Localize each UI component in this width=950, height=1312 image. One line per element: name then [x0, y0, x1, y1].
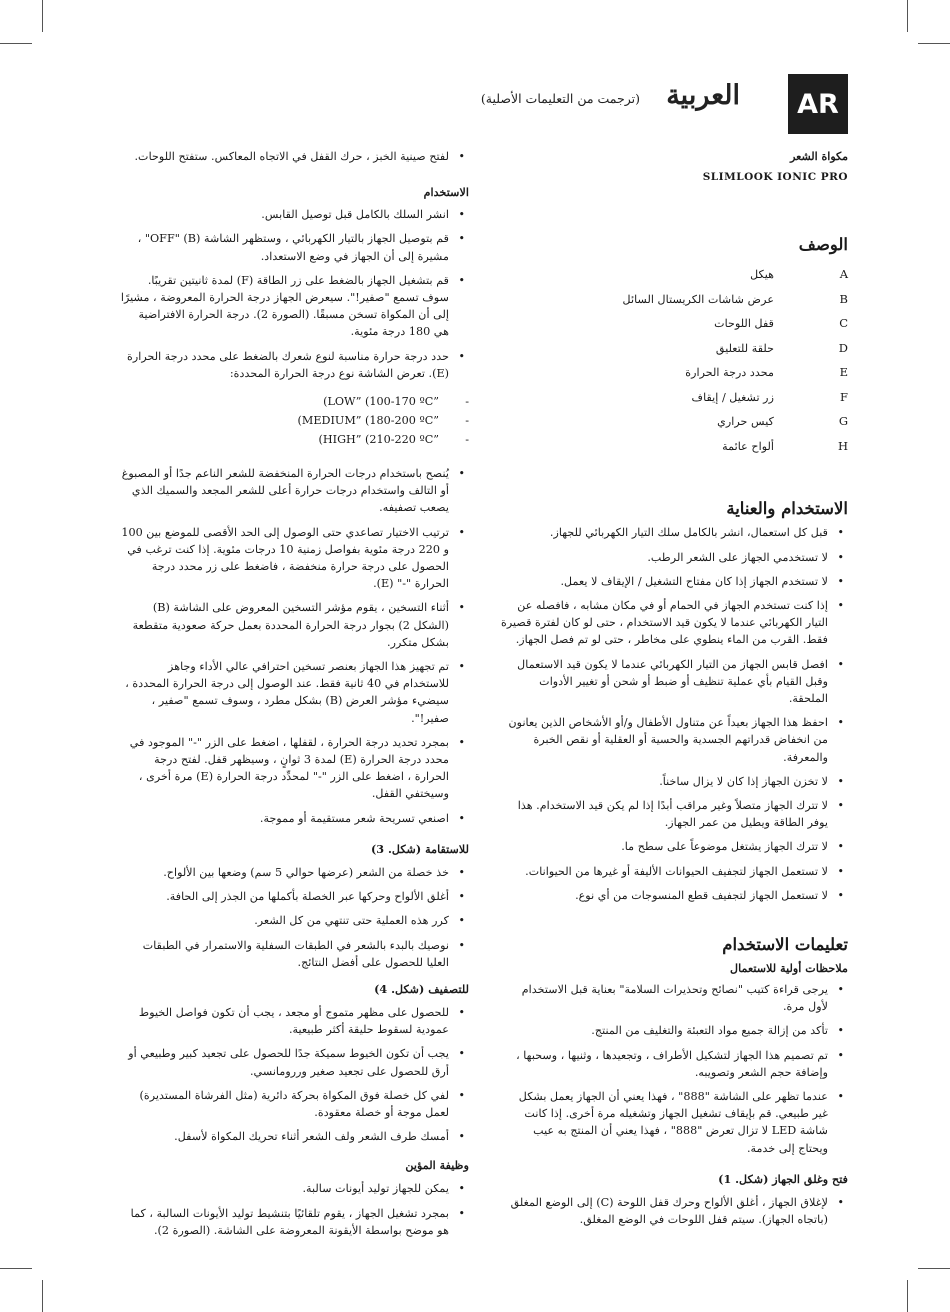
- list-item: • تم تجهيز هذا الجهاز بعنصر تسخين احترافي عالي الأداء وجاهز للاستخدام في 40 ثانية فقط. عند الوصول إلى درجة الحرارة المحددة ، سيضيء مؤشر العرض (B) بشكل مطرد ، وسوف تسمع "صفير ، صفير!".: [120, 658, 469, 727]
- list-item: • حدد درجة حرارة مناسبة لنوع شعرك بالضغط على محدد درجة الحرارة (E). تعرض الشاشة نوع درجة الحرارة المحددة:: [120, 348, 469, 382]
- list-item: • قبل كل استعمال، انشر بالكامل سلك التيار الكهربائي للجهاز.: [500, 524, 848, 541]
- list-item: • احفظ هذا الجهاز بعيداً عن متناول الأطفال و/أو الأشخاص الذين يعانون من انخفاض قدراتهم الجسدية والحسية أو العقلية أو نقص الخبرة والمعرفة.: [500, 714, 848, 766]
- description-item: [500, 364, 848, 389]
- use-list: [120, 206, 469, 382]
- use-heading: الاستخدام: [423, 185, 469, 200]
- item-letter: A: [839, 267, 848, 282]
- list-item: • لا تستعمل الجهاز لتجفيف قطع المنسوجات من أي نوع.: [500, 887, 848, 904]
- list-item: • قم بتشغيل الجهاز بالضغط على زر الطاقة (F) لمدة ثانيتين تقريبًا. سوف تسمع "صفير!". سيعرض الجهاز درجة الحرارة المعروضة ، مشيرًا إلى أن المكواة تسخن مسبقًا. (الصورة 2). درجة الحرارة الافتراضية هي 180 درجة مئوية.: [120, 272, 469, 341]
- instructions-heading: تعليمات الاستخدام: [722, 935, 848, 955]
- list-item: • انشر السلك بالكامل قبل توصيل القابس.: [120, 206, 469, 223]
- description-item: [500, 438, 848, 463]
- item-text: قفل اللوحات: [714, 317, 774, 331]
- list-item: • افصل قابس الجهاز من التيار الكهربائي عندما لا يكون قيد الاستعمال وقبل القيام بأي عملية تنظيف أو ضبط أو شحن أو تغيير الأدوات الملحقة.: [500, 656, 848, 708]
- list-item: • نوصيك بالبدء بالشعر في الطبقات السفلية والاستمرار في الطبقات العليا للحصول على أفضل النتائج.: [120, 937, 469, 971]
- list-item: • لا تترك الجهاز متصلاً وغير مراقب أبدًا إذا لم يكن قيد الاستخدام. هذا يوفر الطاقة ويطيل من عمر الجهاز.: [500, 797, 848, 831]
- list-item: • لفي كل خصلة فوق المكواة بحركة دائرية (مثل الفرشاة المستديرة) لعمل موجة أو خصلة معقودة.: [120, 1087, 469, 1121]
- list-item: • تأكد من إزالة جميع مواد التعبئة والتغليف من المنتج.: [500, 1022, 848, 1039]
- item-letter: G: [838, 414, 848, 429]
- prelim-heading: ملاحظات أولية للاستعمال: [729, 961, 848, 976]
- open-tray-list: [120, 148, 469, 165]
- list-item: • أثناء التسخين ، يقوم مؤشر التسخين المعروض على الشاشة (B) (الشكل 2) بجوار درجة الحرارة المحددة بعمل حركة صعودية متقطعة بشكل متكرر.: [120, 599, 469, 651]
- styling-heading: للتصفيف (شكل. 4): [374, 981, 469, 996]
- item-letter: C: [839, 316, 848, 331]
- item-text: كيس حراري: [717, 415, 774, 429]
- item-letter: B: [839, 291, 848, 306]
- list-item: • لا تستعمل الجهاز لتجفيف الحيوانات الأليفة أو غيرها من الحيوانات.: [500, 863, 848, 880]
- list-item: • بمجرد تشغيل الجهاز ، يقوم تلقائيًا بتنشيط توليد الأيونات السالبة ، كما هو موضح بواسطة الأيقونة المعروضة على الشاشة. (الصورة 2).: [120, 1205, 469, 1239]
- prelim-list: [500, 981, 848, 1157]
- item-letter: H: [837, 438, 848, 453]
- product-name: SLIMLOOK IONIC PRO: [702, 171, 848, 184]
- item-text: زر تشغيل / إيقاف: [691, 390, 774, 404]
- list-item: • يجب أن تكون الخيوط سميكة جدًا للحصول على تجعيد كبير وطبيعي أو أرق للحصول على تجعيد صغير وررومانسي.: [120, 1045, 469, 1079]
- item-text: ألواح عائمة: [722, 439, 774, 453]
- list-item: • خذ خصلة من الشعر (عرضها حوالي 5 سم) وضعها بين الألواح.: [120, 864, 469, 881]
- usage-care-heading: الاستخدام والعناية: [726, 499, 848, 519]
- description-item: [500, 315, 848, 340]
- description-item: [500, 266, 848, 291]
- description-heading: الوصف: [798, 235, 848, 255]
- open-close-list: [500, 1194, 848, 1228]
- item-letter: E: [839, 365, 848, 380]
- list-item: • لا تستخدمي الجهاز على الشعر الرطب.: [500, 549, 848, 566]
- item-text: محدد درجة الحرارة: [685, 366, 774, 380]
- right-column: [500, 148, 848, 1228]
- use-list-continued: [120, 465, 469, 827]
- item-letter: F: [840, 389, 848, 404]
- list-item: • ترتيب الاختيار تصاعدي حتى الوصول إلى الحد الأقصى للموضع بين 100 و 220 درجة مئوية بفواصل زمنية 10 درجات مئوية. إذا كنت ترغب في الحصول على درجة حرارة منخفضة ، فاضغط على زر محدد درجة الحرارة "-" (E).: [120, 524, 469, 593]
- temperature-option-low: (LOW” (100-170 ºC” -: [280, 392, 469, 411]
- ionizer-list: [120, 1180, 469, 1239]
- temperature-option-medium: (MEDIUM” (180-200 ºC” -: [280, 411, 469, 430]
- list-item: • يرجى قراءة كتيب "نصائح وتحذيرات السلامة" بعناية قبل الاستخدام لأول مرة.: [500, 981, 848, 1015]
- list-item: • يمكن للجهاز توليد أيونات سالبة.: [120, 1180, 469, 1197]
- language-title: العربية: [666, 80, 740, 111]
- list-item: • لفتح صينية الخبز ، حرك القفل في الاتجاه المعاكس. ستفتح اللوحات.: [120, 148, 469, 165]
- item-text: هيكل: [750, 268, 774, 282]
- description-item: [500, 340, 848, 365]
- straighten-heading: للاستقامة (شكل. 3): [371, 841, 469, 856]
- list-item: • لإغلاق الجهاز ، أغلق الألواح وحرك قفل اللوحة (C) إلى الوضع المغلق (باتجاه الجهاز). سيتم قفل اللوحات في الوضع المغلق.: [500, 1194, 848, 1228]
- list-item: • بمجرد تحديد درجة الحرارة ، لقفلها ، اضغط على الزر "-" الموجود في محدد درجة الحرارة (E) لمدة 3 ثوانٍ ، وسيظهر قفل. لفتح درجة الحرارة ، اضغط على الزر "-" لمحدِّد درجة الحرارة (E) مرة أخرى ، وسيختفي القفل.: [120, 734, 469, 803]
- list-item: • تم تصميم هذا الجهاز لتشكيل الأطراف ، وتجعيدها ، وثنيها ، وسحبها ، وإضافة حجم الشعر وتصويبه.: [500, 1047, 848, 1081]
- description-item: [500, 413, 848, 438]
- item-text: عرض شاشات الكريستال السائل: [622, 292, 774, 306]
- list-item: • أمسك طرف الشعر ولف الشعر أثناء تحريك المكواة لأسفل.: [120, 1128, 469, 1145]
- description-list: [500, 266, 848, 462]
- straighten-list: [120, 864, 469, 971]
- description-item: [500, 389, 848, 414]
- list-item: • يُنصح باستخدام درجات الحرارة المنخفضة للشعر الناعم جدًا أو المصبوغ أو التالف واستخدام درجات حرارة أعلى للشعر المجعد والسميك الذي يصعب تصفيفه.: [120, 465, 469, 517]
- ionizer-heading: وظيفة المؤين: [405, 1158, 469, 1173]
- language-badge: AR: [788, 74, 848, 134]
- list-item: • إذا كنت تستخدم الجهاز في الحمام أو في مكان مشابه ، فافصله عن التيار الكهربائي عندما لا يكون قيد الاستخدام ، حتى لو كان لفترة قصيرة فقط. القرب من الماء ينطوي على مخاطر ، حتى لو تم فصل الجهاز.: [500, 597, 848, 649]
- list-item: • أغلق الألواح وحركها عبر الخصلة بأكملها من الجذر إلى الحافة.: [120, 888, 469, 905]
- list-item: • عندما تظهر على الشاشة "888" ، فهذا يعني أن الجهاز يعمل بشكل غير طبيعي. قم بإيقاف تشغيل الجهاز وتشغيله مرة أخرى. إذا كانت شاشة LED لا تزال تعرض "888" ، فهذا يعني أن المنتج به عيب ويحتاج إلى خدمة.: [500, 1088, 848, 1157]
- styling-list: [120, 1004, 469, 1145]
- list-item: • اصنعي تسريحة شعر مستقيمة أو مموجة.: [120, 810, 469, 827]
- list-item: • قم بتوصيل الجهاز بالتيار الكهربائي ، وستظهر الشاشة (B) "OFF" ، مشيرة إلى أن الجهاز في وضع الاستعداد.: [120, 230, 469, 264]
- language-subtitle: (ترجمت من التعليمات الأصلية): [480, 91, 640, 106]
- list-item: • للحصول على مظهر متموج أو مجعد ، يجب أن تكون فواصل الخيوط عمودية لسقوط حليقة أكثر طبيعية.: [120, 1004, 469, 1038]
- list-item: • لا تخزن الجهاز إذا كان لا يزال ساخناً.: [500, 773, 848, 790]
- list-item: • لا تستخدم الجهاز إذا كان مفتاح التشغيل / الإيقاف لا يعمل.: [500, 573, 848, 590]
- product-label: مكواة الشعر: [790, 150, 848, 163]
- temperature-option-high: (HIGH” (210-220 ºC” -: [280, 430, 469, 449]
- open-close-heading: فتح وغلق الجهاز (شكل. 1): [718, 1171, 848, 1186]
- usage-care-list: [500, 524, 848, 904]
- item-letter: D: [838, 340, 848, 355]
- temperature-options: [120, 392, 469, 449]
- description-item: [500, 291, 848, 316]
- list-item: • لا تترك الجهاز يشتغل موضوعاً على سطح ما.: [500, 838, 848, 855]
- left-column: [120, 148, 469, 1239]
- item-text: حلقة للتعليق: [715, 341, 774, 355]
- list-item: • كرر هذه العملية حتى تنتهي من كل الشعر.: [120, 912, 469, 929]
